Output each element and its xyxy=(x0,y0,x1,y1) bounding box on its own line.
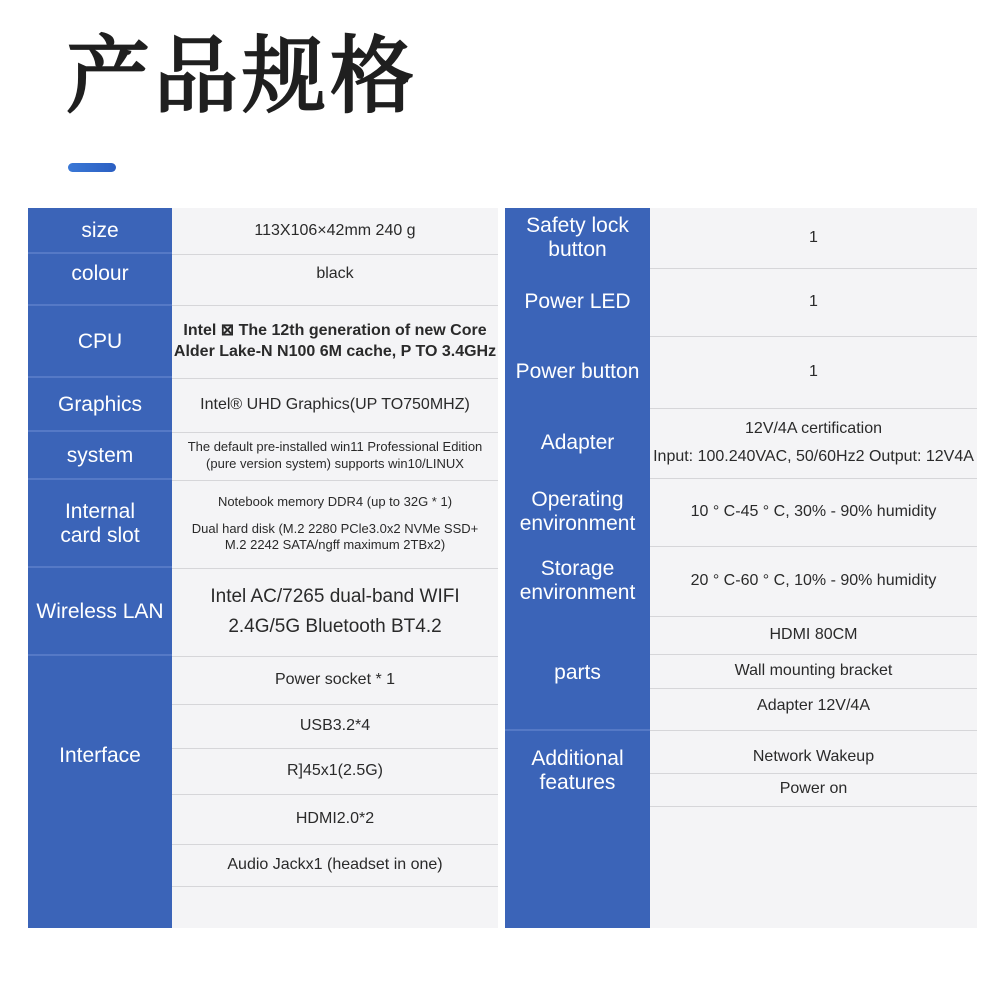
spec-value-adapter xyxy=(650,408,977,479)
spec-row-interface xyxy=(28,656,498,928)
spec-value-line: Intel® UHD Graphics(UP TO750MHZ) xyxy=(200,395,470,413)
spec-value-power-button xyxy=(650,336,977,409)
spec-label-system: system xyxy=(66,443,134,467)
spec-value-line: Wall mounting bracket xyxy=(734,661,893,679)
spec-value-line: 10 ° C-45 ° C, 30% - 90% humidity xyxy=(690,502,937,520)
spec-value-line: The default pre-installed win11 Professional Edition xyxy=(187,439,483,455)
spec-label-size: size xyxy=(81,218,119,242)
spec-row-size xyxy=(28,208,498,254)
spec-value-storage-environment xyxy=(650,546,977,617)
spec-label-power-led: Power LED xyxy=(524,289,631,313)
spec-row-colour xyxy=(28,254,498,306)
spec-value-interface-item xyxy=(172,704,498,749)
spec-row-graphics xyxy=(28,378,498,432)
spec-value-line: 113X106×42mm 240 g xyxy=(254,221,416,239)
spec-value-line: Power socket * 1 xyxy=(274,670,396,688)
spec-label-adapter: Adapter xyxy=(540,430,615,454)
spec-value-line: 20 ° C-60 ° C, 10% - 90% humidity xyxy=(690,571,937,589)
spec-value-line: Adapter 12V/4A xyxy=(757,697,870,714)
spec-value-line: Dual hard disk (M.2 2280 PCle3.0x2 NVMe SSD+ xyxy=(191,520,479,536)
spec-value-operating-environment xyxy=(650,478,977,547)
spec-row-additional-features xyxy=(505,731,977,928)
spec-value-interface-item xyxy=(172,844,498,887)
spec-label-safety-lock-button: Safety lock button xyxy=(526,213,629,261)
spec-value-interface-item xyxy=(172,748,498,795)
spec-value-colour xyxy=(172,254,498,306)
spec-label-graphics: Graphics xyxy=(57,392,143,416)
spec-value-line: HDMI 80CM xyxy=(769,625,858,643)
spec-label-additional-features: Additional features xyxy=(531,746,624,794)
spec-value-line: Intel AC/7265 dual-band WIFI xyxy=(210,585,460,607)
spec-value-additional-features-item xyxy=(650,741,977,774)
spec-value-internal-card-slot xyxy=(172,480,498,569)
spec-value-safety-lock-button xyxy=(650,208,977,269)
spec-value-line: (pure version system) supports win10/LINUX xyxy=(206,456,464,471)
spec-row-internal-card-slot xyxy=(28,480,498,568)
spec-label-parts: parts xyxy=(554,661,601,685)
spec-row-cpu xyxy=(28,306,498,378)
spec-value-line: 1 xyxy=(809,228,818,246)
spec-value-line: USB3.2*4 xyxy=(299,716,371,734)
spec-value-line: Notebook memory DDR4 (up to 32G * 1) xyxy=(217,493,453,509)
page-title: 产品规格 xyxy=(66,27,419,125)
spec-row-power-led xyxy=(505,268,977,336)
spec-value-interface-item xyxy=(172,794,498,845)
spec-value-line: Input: 100.240VAC, 50/60Hz2 Output: 12V4A xyxy=(653,448,974,465)
spec-value-line: R]45x1(2.5G) xyxy=(286,761,384,779)
spec-value-cpu xyxy=(172,306,498,379)
spec-label-colour: colour xyxy=(71,262,129,285)
spec-table-left xyxy=(28,208,498,928)
spec-value-line: Intel ⊠ The 12th generation of new Core xyxy=(183,322,487,340)
spec-value-line: Power on xyxy=(779,780,848,798)
spec-label-cpu: CPU xyxy=(77,329,123,353)
spec-row-adapter xyxy=(505,408,977,478)
spec-label-interface: Interface xyxy=(59,743,141,767)
spec-value-line: 12V/4A certification xyxy=(745,420,882,437)
spec-row-safety-lock-button xyxy=(505,208,977,268)
spec-value-line: M.2 2242 SATA/ngff maximum 2TBx2) xyxy=(224,537,446,553)
spec-table-right xyxy=(505,208,977,928)
spec-row-operating-environment xyxy=(505,478,977,546)
spec-row-parts xyxy=(505,616,977,731)
spec-label-wireless-lan: Wireless LAN xyxy=(36,599,164,623)
spec-row-wireless-lan xyxy=(28,568,498,656)
spec-value-graphics xyxy=(172,378,498,433)
spec-value-line: HDMI2.0*2 xyxy=(295,809,375,827)
title-accent-bar xyxy=(68,163,116,172)
spec-value-interface-item xyxy=(172,656,498,705)
spec-label-power-button: Power button xyxy=(515,359,640,383)
spec-value-line: 1 xyxy=(809,292,818,310)
spec-value-system xyxy=(172,432,498,481)
spec-value-line: Network Wakeup xyxy=(752,747,875,765)
spec-label-operating-environment: Operating environment xyxy=(519,487,636,535)
spec-value-parts-item xyxy=(650,616,977,655)
spec-value-parts-item xyxy=(650,688,977,731)
spec-row-power-button xyxy=(505,336,977,408)
spec-value-line: Alder Lake-N N100 6M cache, P TO 3.4GHz xyxy=(173,343,497,360)
spec-value-line: 1 xyxy=(809,362,818,380)
spec-value-line: Audio Jackx1 (headset in one) xyxy=(227,855,443,873)
spec-row-system xyxy=(28,432,498,480)
spec-value-parts-item xyxy=(650,654,977,689)
spec-value-size xyxy=(172,208,498,255)
spec-label-internal-card-slot: Internal card slot xyxy=(60,499,140,547)
spec-row-storage-environment xyxy=(505,546,977,616)
spec-label-storage-environment: Storage environment xyxy=(519,556,636,604)
spec-value-line: 2.4G/5G Bluetooth BT4.2 xyxy=(228,616,442,637)
spec-value-power-led xyxy=(650,268,977,337)
spec-value-line: black xyxy=(316,265,354,282)
spec-value-additional-features-item xyxy=(650,773,977,807)
spec-value-wireless-lan xyxy=(172,568,498,657)
